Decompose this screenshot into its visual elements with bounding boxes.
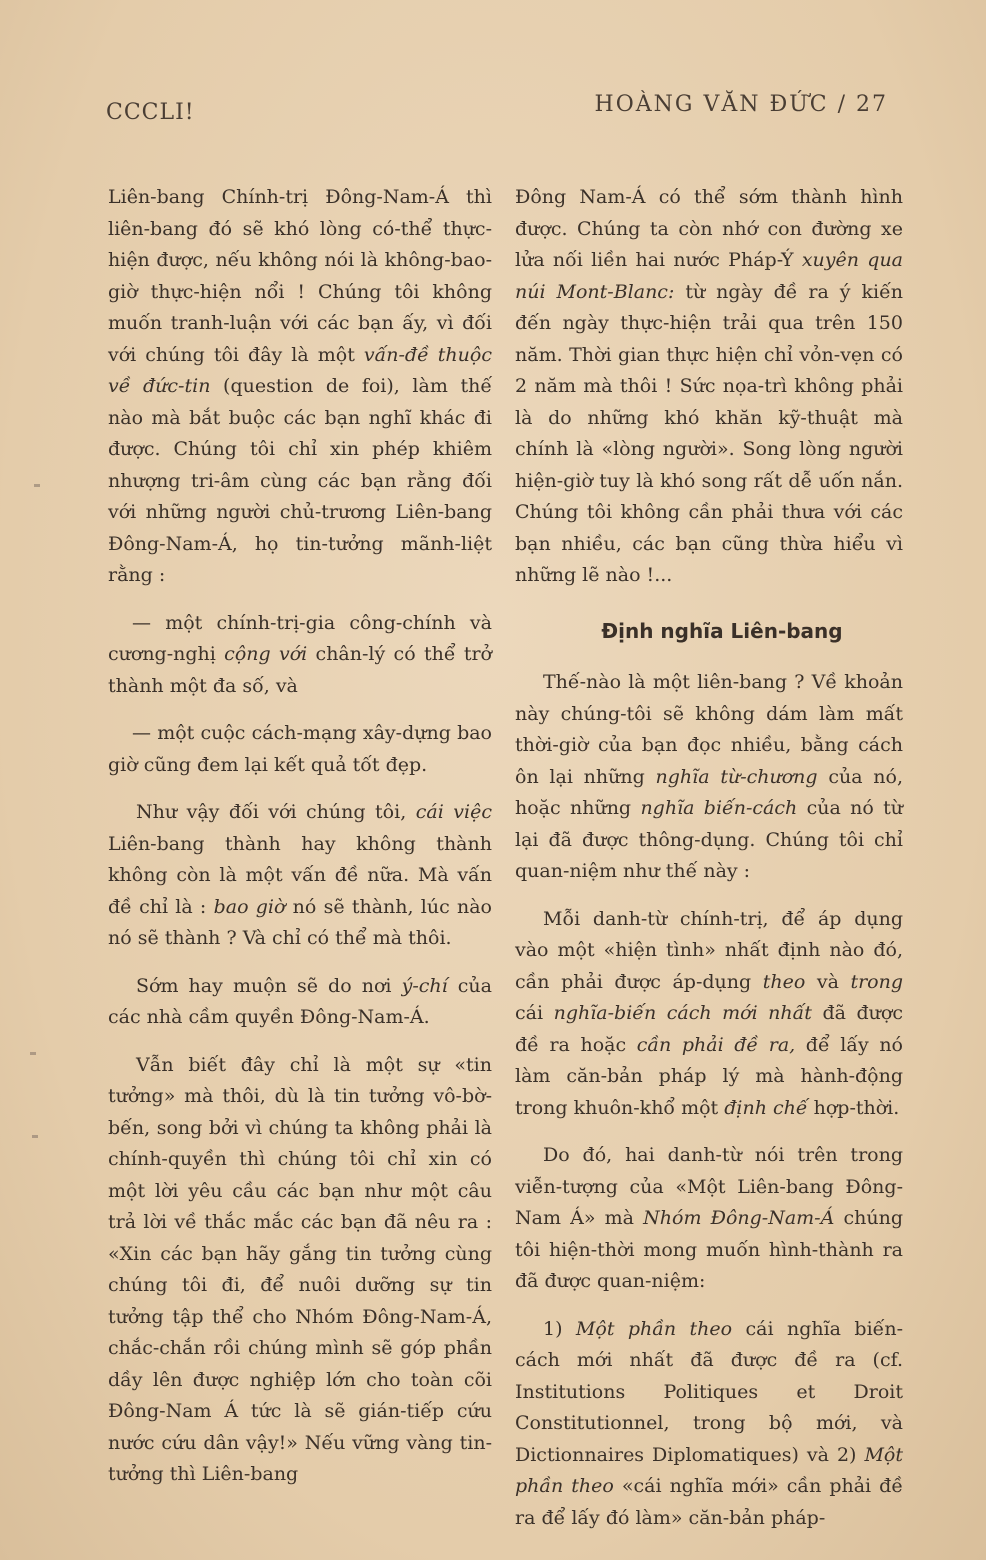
paragraph: Đông Nam-Á có thể sớm thành hình được. Chúng ta còn nhớ con đường xe lửa nối liền hai nước Pháp-Ý xuyên qua núi Mont-Blanc: từ ngày đề ra ý kiến đến ngày thực-hiện trải qua trên 150 năm. Thời gian thực hiện chỉ vỏn-vẹn có 2 năm mà thôi ! Sức nọa-trì không phải là do những khó khăn kỹ-thuật mà chính là «lòng người». Song lòng người hiện-giờ tuy là khó song rất dễ uốn nắn. Chúng tôi không cần phải thưa với các bạn nhiều, các bạn cũng thừa hiểu vì những lẽ nào !...: [515, 186, 904, 586]
margin-mark: [30, 1052, 36, 1055]
paragraph: — một chính-trị-gia công-chính và cương-nghị cộng với chân-lý có thể trở thành một đa số, và: [108, 611, 492, 697]
margin-mark: [32, 1135, 38, 1138]
paragraph: Thế-nào là một liên-bang ? Về khoản này chúng-tôi sẽ không dám làm mất thời-giờ của bạn đọc nhiều, bằng cách ôn lại những nghĩa từ-chương của nó, hoặc những nghĩa biến-cách của nó từ lại đã được thông-dụng. Chúng tôi chỉ quan-niệm như thế này :: [515, 671, 904, 882]
paragraph: — một cuộc cách-mạng xây-dựng bao giờ cũng đem lại kết quả tốt đẹp.: [108, 722, 492, 776]
paragraph: Liên-bang Chính-trị Đông-Nam-Á thì liên-bang đó sẽ khó lòng có-thể thực-hiện được, nếu không nói là không-bao-giờ thực-hiện nổi ! Chúng tôi không muốn tranh-luận với các bạn ấy, vì đối với chúng tôi đây là một vấn-đề thuộc về đức-tin (question de foi), làm thế nào mà bắt buộc các bạn nghĩ khác đi được. Chúng tôi chỉ xin phép khiêm nhượng tri-âm cùng các bạn rằng đối với những người chủ-trương Liên-bang Đông-Nam-Á, họ tin-tưởng mãnh-liệt rằng :: [108, 186, 493, 586]
paragraph: 1) Một phần theo cái nghĩa biến-cách mới nhất đã được đề ra (cf. Institutions Politiques et Droit Constitutionnel, trong bộ mới, và Dictionnaires Diplomatiques) và 2) Một phần theo «cái nghĩa mới» cần phải đề ra để lấy đó làm» căn-bản pháp-: [515, 1317, 904, 1529]
paragraph: Mỗi danh-từ chính-trị, để áp dụng vào một «hiện tình» nhất định nào đó, cần phải được áp-dụng theo và trong cái nghĩa-biến cách mới nhất đã được đề ra hoặc cần phải đề ra, để lấy nó làm căn-bản pháp lý mà hành-động trong khuôn-khổ một định chế hợp-thời.: [515, 907, 904, 1119]
left-column: [108, 182, 492, 1507]
paragraph: Như vậy đối với chúng tôi, cái việc Liên-bang thành hay không thành không còn là một vấn đề nữa. Mà vấn đề chỉ là : bao giờ nó sẽ thành, lúc nào nó sẽ thành ? Và chỉ có thể mà thôi.: [108, 801, 492, 949]
page-section-mark: CCCLI!: [106, 100, 195, 125]
paragraph: Do đó, hai danh-từ nói trên trong viễn-tượng của «Một Liên-bang Đông-Nam Á» mà Nhóm Đông-Nam-Á chúng tôi hiện-thời mong muốn hình-thành ra đã được quan-niệm:: [515, 1144, 904, 1292]
running-header: HOÀNG VĂN ĐỨC / 27: [594, 92, 888, 117]
section-heading: Định nghĩa Liên-bang: [601, 618, 843, 643]
right-column: [515, 182, 903, 1550]
paragraph: Vẫn biết đây chỉ là một sự «tin tưởng» mà thôi, dù là tin tưởng vô-bờ-bến, song bởi vì chúng ta không phải là chính-quyền thì chúng tôi chỉ xin có một lời yêu cầu các bạn như một câu trả lời về thắc mắc các bạn đã nêu ra : «Xin các bạn hãy gắng tin tưởng cùng chúng tôi đi, để nuôi dưỡng sự tin tưởng tập thể cho Nhóm Đông-Nam-Á, chắc-chắn rồi chúng mình sẽ góp phần dầy lên được nghiệp lớn cho toàn cõi Đông-Nam Á tức là sẽ gián-tiếp cứu nước cứu dân vậy!» Nếu vững vàng tin-tưởng thì Liên-bang: [108, 1053, 492, 1485]
margin-mark: [34, 484, 40, 487]
paragraph: Sớm hay muộn sẽ do nơi ý-chí của các nhà cầm quyền Đông-Nam-Á.: [108, 974, 492, 1028]
